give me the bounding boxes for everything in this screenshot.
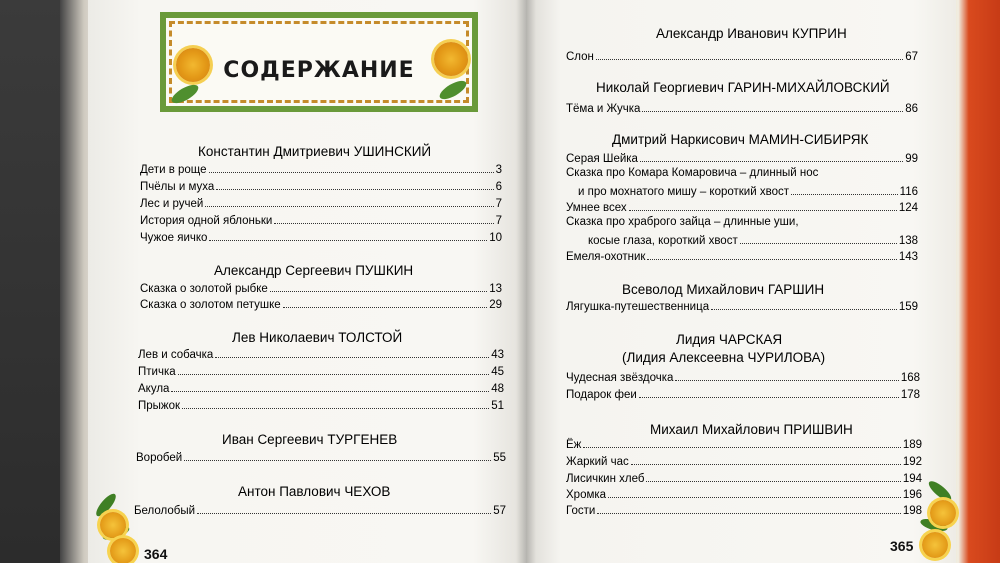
author-heading: Иван Сергеевич ТУРГЕНЕВ bbox=[222, 432, 398, 447]
contents-heading-frame bbox=[160, 12, 478, 112]
toc-entry[interactable]: Прыжок 51 bbox=[138, 397, 504, 413]
page-number: 364 bbox=[144, 546, 168, 562]
toc-entry[interactable]: Белолобый 57 bbox=[134, 502, 506, 518]
author-heading: Антон Павлович ЧЕХОВ bbox=[238, 484, 391, 499]
toc-entry[interactable]: Гости 198 bbox=[566, 502, 922, 518]
toc-entry[interactable]: Чудесная звёздочка 168 bbox=[566, 369, 920, 385]
toc-entry[interactable]: Дети в роще 3 bbox=[140, 161, 502, 177]
toc-entry[interactable]: Хромка 196 bbox=[566, 486, 922, 502]
contents-heading: СОДЕРЖАНИЕ bbox=[223, 58, 415, 83]
author-heading: Александр Иванович КУПРИН bbox=[656, 26, 847, 41]
toc-entry[interactable]: История одной яблоньки 7 bbox=[140, 212, 502, 228]
author-heading: Александр Сергеевич ПУШКИН bbox=[214, 263, 414, 278]
author-heading-alt-name: (Лидия Алексеевна ЧУРИЛОВА) bbox=[622, 350, 826, 365]
flower-icon bbox=[922, 532, 948, 558]
toc-entry[interactable]: Воробей 55 bbox=[136, 449, 506, 465]
author-heading: Дмитрий Наркисович МАМИН-СИБИРЯК bbox=[612, 132, 869, 147]
flower-icon bbox=[100, 512, 126, 538]
page-number: 365 bbox=[890, 538, 914, 554]
toc-entry[interactable]: Сказка о золотой рыбке 13 bbox=[140, 280, 502, 296]
author-heading: Всеволод Михайлович ГАРШИН bbox=[622, 282, 825, 297]
author-heading: Лев Николаевич ТОЛСТОЙ bbox=[232, 330, 403, 345]
author-heading: Николай Георгиевич ГАРИН-МИХАЙЛОВСКИЙ bbox=[596, 80, 890, 95]
author-heading: Михаил Михайлович ПРИШВИН bbox=[650, 422, 853, 437]
left-page bbox=[88, 0, 526, 563]
book-gutter-shadow bbox=[516, 0, 536, 563]
toc-entry[interactable]: Жаркий час 192 bbox=[566, 453, 922, 469]
toc-entry[interactable]: Чужое яичко 10 bbox=[140, 229, 502, 245]
toc-entry[interactable]: Серая Шейка 99 bbox=[566, 150, 918, 166]
toc-entry[interactable]: Птичка 45 bbox=[138, 363, 504, 379]
toc-entry[interactable]: Лес и ручей 7 bbox=[140, 195, 502, 211]
toc-entry[interactable]: Пчёлы и муха 6 bbox=[140, 178, 502, 194]
toc-entry[interactable]: Умнее всех 124 bbox=[566, 199, 918, 215]
toc-entry[interactable]: Подарок феи 178 bbox=[566, 386, 920, 402]
author-heading: Константин Дмитриевич УШИНСКИЙ bbox=[198, 144, 432, 159]
author-heading: Лидия ЧАРСКАЯ bbox=[676, 332, 783, 347]
toc-entry[interactable]: Сказка о золотом петушке 29 bbox=[140, 296, 502, 312]
toc-entry-line[interactable]: Сказка про Комара Комаровича – длинный нос bbox=[566, 167, 819, 179]
toc-entry[interactable]: Ёж 189 bbox=[566, 436, 922, 452]
toc-entry[interactable]: косые глаза, короткий хвост 138 bbox=[588, 232, 918, 248]
toc-entry[interactable]: Емеля-охотник 143 bbox=[566, 248, 918, 264]
flower-icon bbox=[110, 538, 136, 563]
toc-entry[interactable]: Лисичкин хлеб 194 bbox=[566, 470, 922, 486]
right-page bbox=[526, 0, 956, 563]
toc-entry[interactable]: Акула 48 bbox=[138, 380, 504, 396]
toc-entry[interactable]: Лев и собачка 43 bbox=[138, 346, 504, 362]
leaf-icon bbox=[169, 81, 201, 106]
toc-entry[interactable]: Лягушка-путешественница 159 bbox=[566, 298, 918, 314]
toc-entry[interactable]: Слон 67 bbox=[566, 48, 918, 64]
flower-icon bbox=[930, 500, 956, 526]
toc-entry[interactable]: и про мохнатого мишу – короткий хвост 116 bbox=[578, 183, 918, 199]
toc-entry[interactable]: Тёма и Жучка 86 bbox=[566, 100, 918, 116]
toc-entry-line[interactable]: Сказка про храброго зайца – длинные уши, bbox=[566, 216, 799, 228]
